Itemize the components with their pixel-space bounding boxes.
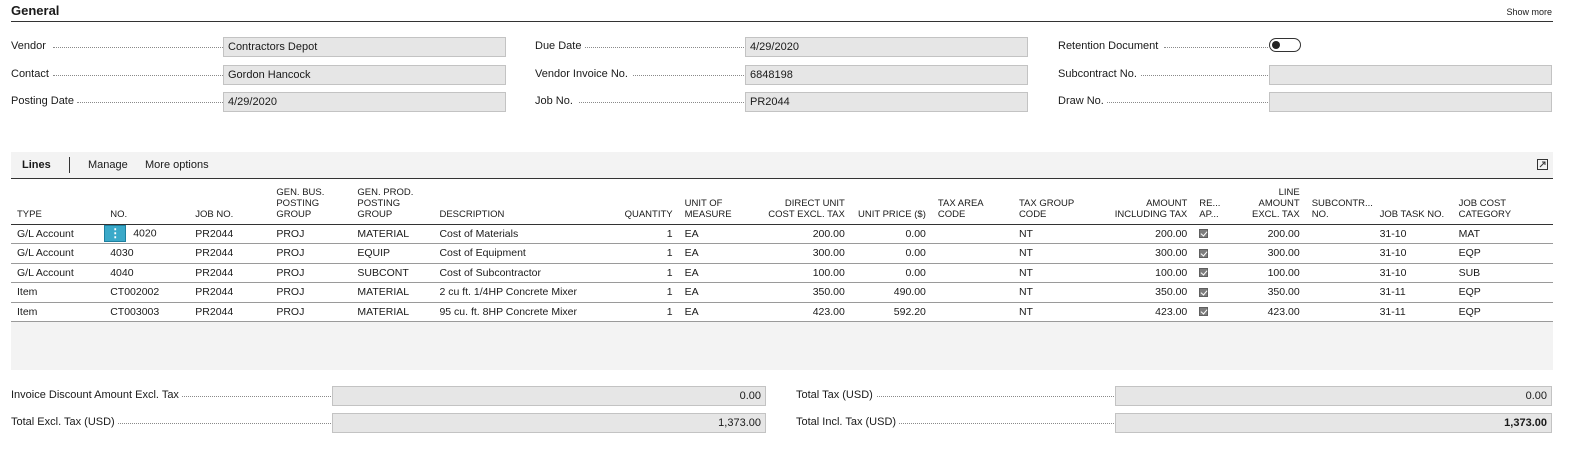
job-no-label: Job No. xyxy=(535,95,576,107)
total-excl-tax-label: Total Excl. Tax (USD) xyxy=(11,416,118,428)
table-row[interactable] xyxy=(11,263,1553,283)
cell-description[interactable]: 95 cu. ft. 8HP Concrete Mixer xyxy=(433,302,615,322)
cell-subcontr[interactable] xyxy=(1306,224,1374,244)
col-no[interactable]: NO. xyxy=(104,179,189,224)
cell-re-ap[interactable] xyxy=(1193,302,1231,322)
cell-direct-cost[interactable]: 350.00 xyxy=(758,283,851,303)
col-amount-incl[interactable]: AMOUNT INCLUDING TAX xyxy=(1106,179,1193,224)
cell-amount-incl[interactable]: 423.00 xyxy=(1106,302,1193,322)
cell-amount-incl[interactable]: 100.00 xyxy=(1106,263,1193,283)
cell-line-amount[interactable]: 200.00 xyxy=(1232,224,1306,244)
contact-field xyxy=(11,65,506,85)
cell-description[interactable]: Cost of Subcontractor xyxy=(433,263,615,283)
cell-job-no[interactable]: PR2044 xyxy=(189,283,270,303)
cell-type[interactable]: Item xyxy=(11,283,104,303)
cell-unit-price[interactable]: 490.00 xyxy=(851,283,932,303)
table-row[interactable] xyxy=(11,302,1553,322)
job-no-field xyxy=(535,92,1029,112)
cell-re-ap[interactable] xyxy=(1193,283,1231,303)
cell-uom[interactable]: EA xyxy=(679,224,758,244)
cell-subcontr[interactable] xyxy=(1306,263,1374,283)
cell-type[interactable]: G/L Account xyxy=(11,244,104,264)
cell-tax-area[interactable] xyxy=(932,302,1013,322)
cell-job-no[interactable]: PR2044 xyxy=(189,302,270,322)
lines-action-bar xyxy=(11,152,1553,178)
draw-no-label: Draw No. xyxy=(1058,95,1107,107)
cell-re-ap[interactable] xyxy=(1193,244,1231,264)
cell-tax-group[interactable]: NT xyxy=(1013,244,1106,264)
cell-amount-incl[interactable]: 200.00 xyxy=(1106,224,1193,244)
cell-quantity[interactable]: 1 xyxy=(616,263,679,283)
tab-manage[interactable]: Manage xyxy=(88,159,128,171)
cell-uom[interactable]: EA xyxy=(679,263,758,283)
cell-tax-group[interactable]: NT xyxy=(1013,283,1106,303)
cell-job-task[interactable]: 31-11 xyxy=(1374,283,1453,303)
due-date-field xyxy=(535,37,1029,57)
cell-uom[interactable]: EA xyxy=(679,302,758,322)
cell-tax-area[interactable] xyxy=(932,263,1013,283)
expand-icon[interactable] xyxy=(1537,159,1548,170)
vendor-label: Vendor xyxy=(11,40,49,52)
cell-unit-price[interactable]: 0.00 xyxy=(851,244,932,264)
col-job-cost[interactable]: JOB COST CATEGORY xyxy=(1453,179,1553,224)
job-no-input[interactable]: PR2044 xyxy=(745,92,1028,112)
tab-more-options[interactable]: More options xyxy=(145,159,209,171)
col-gen-prod[interactable]: GEN. PROD. POSTING GROUP xyxy=(351,179,433,224)
cell-gen-bus[interactable]: PROJ xyxy=(270,302,351,322)
cell-job-task[interactable]: 31-10 xyxy=(1374,224,1453,244)
cell-quantity[interactable]: 1 xyxy=(616,224,679,244)
cell-job-task[interactable]: 31-10 xyxy=(1374,244,1453,264)
cell-re-ap[interactable] xyxy=(1193,224,1231,244)
cell-type[interactable]: Item xyxy=(11,302,104,322)
cell-uom[interactable]: EA xyxy=(679,283,758,303)
cell-subcontr[interactable] xyxy=(1306,302,1374,322)
cell-no[interactable]: 4040 xyxy=(104,263,189,283)
cell-description[interactable]: Cost of Equipment xyxy=(433,244,615,264)
cell-job-cost[interactable]: MAT xyxy=(1453,224,1553,244)
vendor-invoice-no-field xyxy=(535,65,1029,85)
vendor-input[interactable]: Contractors Depot xyxy=(223,37,506,57)
cell-job-no[interactable]: PR2044 xyxy=(189,224,270,244)
cell-direct-cost[interactable]: 300.00 xyxy=(758,244,851,264)
cell-quantity[interactable]: 1 xyxy=(616,283,679,303)
cell-type[interactable]: G/L Account xyxy=(11,224,104,244)
retention-document-label: Retention Document xyxy=(1058,40,1161,52)
total-incl-tax-input: 1,373.00 xyxy=(1115,413,1552,433)
col-uom[interactable]: UNIT OF MEASURE xyxy=(679,179,758,224)
cell-job-cost[interactable]: EQP xyxy=(1453,244,1553,264)
cell-description[interactable]: 2 cu ft. 1/4HP Concrete Mixer xyxy=(433,283,615,303)
cell-subcontr[interactable] xyxy=(1306,283,1374,303)
cell-gen-prod[interactable]: MATERIAL xyxy=(351,224,433,244)
lines-header-row xyxy=(11,179,1553,224)
cell-description[interactable]: Cost of Materials xyxy=(433,224,615,244)
section-divider xyxy=(11,21,1553,22)
cell-job-cost[interactable]: SUB xyxy=(1453,263,1553,283)
cell-gen-prod[interactable]: SUBCONT xyxy=(351,263,433,283)
re-ap-checkbox[interactable] xyxy=(1199,268,1208,277)
cell-gen-bus[interactable]: PROJ xyxy=(270,244,351,264)
posting-date-label: Posting Date xyxy=(11,95,77,107)
draw-no-field xyxy=(1058,92,1552,112)
more-vertical-icon[interactable]: ⋮ xyxy=(104,225,126,242)
cell-no[interactable]: 4030 xyxy=(104,244,189,264)
subcontract-no-input[interactable] xyxy=(1269,65,1552,85)
re-ap-checkbox[interactable] xyxy=(1199,229,1208,238)
cell-job-cost[interactable]: EQP xyxy=(1453,302,1553,322)
col-gen-bus[interactable]: GEN. BUS. POSTING GROUP xyxy=(270,179,351,224)
draw-no-input[interactable] xyxy=(1269,92,1552,112)
vendor-invoice-no-label: Vendor Invoice No. xyxy=(535,68,631,80)
col-type[interactable]: TYPE xyxy=(11,179,104,224)
cell-unit-price[interactable]: 0.00 xyxy=(851,263,932,283)
total-tax-input: 0.00 xyxy=(1115,386,1552,406)
cell-re-ap[interactable] xyxy=(1193,263,1231,283)
vendor-field xyxy=(11,37,506,57)
posting-date-input[interactable]: 4/29/2020 xyxy=(223,92,506,112)
cell-job-no[interactable]: PR2044 xyxy=(189,263,270,283)
cell-gen-bus[interactable]: PROJ xyxy=(270,224,351,244)
cell-tax-group[interactable]: NT xyxy=(1013,263,1106,283)
cell-type[interactable]: G/L Account xyxy=(11,263,104,283)
due-date-input[interactable]: 4/29/2020 xyxy=(745,37,1028,57)
re-ap-checkbox[interactable] xyxy=(1199,288,1208,297)
cell-gen-prod[interactable]: MATERIAL xyxy=(351,302,433,322)
col-line-amount[interactable]: LINE AMOUNT EXCL. TAX xyxy=(1232,179,1306,224)
cell-tax-area[interactable] xyxy=(932,244,1013,264)
cell-job-task[interactable]: 31-11 xyxy=(1374,302,1453,322)
cell-quantity[interactable]: 1 xyxy=(616,244,679,264)
due-date-label: Due Date xyxy=(535,40,584,52)
total-incl-tax-label: Total Incl. Tax (USD) xyxy=(796,416,899,428)
cell-subcontr[interactable] xyxy=(1306,244,1374,264)
cell-tax-group[interactable]: NT xyxy=(1013,224,1106,244)
retention-document-field xyxy=(1058,37,1552,57)
cell-quantity[interactable]: 1 xyxy=(616,302,679,322)
cell-no[interactable]: CT003003 xyxy=(104,302,189,322)
cell-tax-area[interactable] xyxy=(932,283,1013,303)
cell-uom[interactable]: EA xyxy=(679,244,758,264)
cell-job-cost[interactable]: EQP xyxy=(1453,283,1553,303)
posting-date-field xyxy=(11,92,506,112)
retention-document-toggle[interactable] xyxy=(1269,38,1301,52)
table-row[interactable] xyxy=(11,283,1553,303)
cell-unit-price[interactable]: 0.00 xyxy=(851,224,932,244)
lines-table xyxy=(11,179,1553,322)
invoice-discount-label: Invoice Discount Amount Excl. Tax xyxy=(11,389,182,401)
col-re-ap[interactable]: RE... AP... xyxy=(1193,179,1231,224)
cell-gen-prod[interactable]: MATERIAL xyxy=(351,283,433,303)
cell-job-no[interactable]: PR2044 xyxy=(189,244,270,264)
cell-unit-price[interactable]: 592.20 xyxy=(851,302,932,322)
table-row[interactable] xyxy=(11,244,1553,264)
col-tax-group[interactable]: TAX GROUP CODE xyxy=(1013,179,1106,224)
vendor-invoice-no-input[interactable]: 6848198 xyxy=(745,65,1028,85)
invoice-discount-input[interactable]: 0.00 xyxy=(332,386,766,406)
cell-tax-group[interactable]: NT xyxy=(1013,302,1106,322)
total-incl-tax-field xyxy=(796,413,1553,433)
col-job-task[interactable]: JOB TASK NO. xyxy=(1374,179,1453,224)
re-ap-checkbox[interactable] xyxy=(1199,307,1208,316)
cell-line-amount[interactable]: 423.00 xyxy=(1232,302,1306,322)
col-direct-cost[interactable]: DIRECT UNIT COST EXCL. TAX xyxy=(758,179,851,224)
cell-no[interactable]: ⋮ 4020 xyxy=(104,224,189,244)
invoice-discount-field xyxy=(11,386,766,406)
cell-amount-incl[interactable]: 350.00 xyxy=(1106,283,1193,303)
table-row[interactable] xyxy=(11,224,1553,244)
cell-direct-cost[interactable]: 423.00 xyxy=(758,302,851,322)
cell-line-amount[interactable]: 300.00 xyxy=(1232,244,1306,264)
total-excl-tax-input: 1,373.00 xyxy=(332,413,766,433)
cell-line-amount[interactable]: 350.00 xyxy=(1232,283,1306,303)
lines-grid xyxy=(11,178,1553,370)
col-job-no[interactable]: JOB NO. xyxy=(189,179,270,224)
col-tax-area[interactable]: TAX AREA CODE xyxy=(932,179,1013,224)
col-unit-price[interactable]: UNIT PRICE ($) xyxy=(851,179,932,224)
col-description[interactable]: DESCRIPTION xyxy=(433,179,615,224)
show-more-link[interactable]: Show more xyxy=(1506,7,1552,17)
tab-lines[interactable]: Lines xyxy=(22,159,51,171)
cell-amount-incl[interactable]: 300.00 xyxy=(1106,244,1193,264)
cell-gen-bus[interactable]: PROJ xyxy=(270,263,351,283)
contact-label: Contact xyxy=(11,68,52,80)
col-quantity[interactable]: QUANTITY xyxy=(616,179,679,224)
subcontract-no-label: Subcontract No. xyxy=(1058,68,1140,80)
re-ap-checkbox[interactable] xyxy=(1199,249,1208,258)
cell-direct-cost[interactable]: 200.00 xyxy=(758,224,851,244)
subcontract-no-field xyxy=(1058,65,1552,85)
cell-gen-prod[interactable]: EQUIP xyxy=(351,244,433,264)
total-tax-field xyxy=(796,386,1553,406)
cell-job-task[interactable]: 31-10 xyxy=(1374,263,1453,283)
cell-direct-cost[interactable]: 100.00 xyxy=(758,263,851,283)
cell-no[interactable]: CT002002 xyxy=(104,283,189,303)
contact-input[interactable]: Gordon Hancock xyxy=(223,65,506,85)
section-title[interactable]: General xyxy=(11,3,60,18)
total-excl-tax-field xyxy=(11,413,766,433)
total-tax-label: Total Tax (USD) xyxy=(796,389,876,401)
cell-gen-bus[interactable]: PROJ xyxy=(270,283,351,303)
cell-tax-area[interactable] xyxy=(932,224,1013,244)
col-subcontr[interactable]: SUBCONTR... NO. xyxy=(1306,179,1374,224)
cell-line-amount[interactable]: 100.00 xyxy=(1232,263,1306,283)
